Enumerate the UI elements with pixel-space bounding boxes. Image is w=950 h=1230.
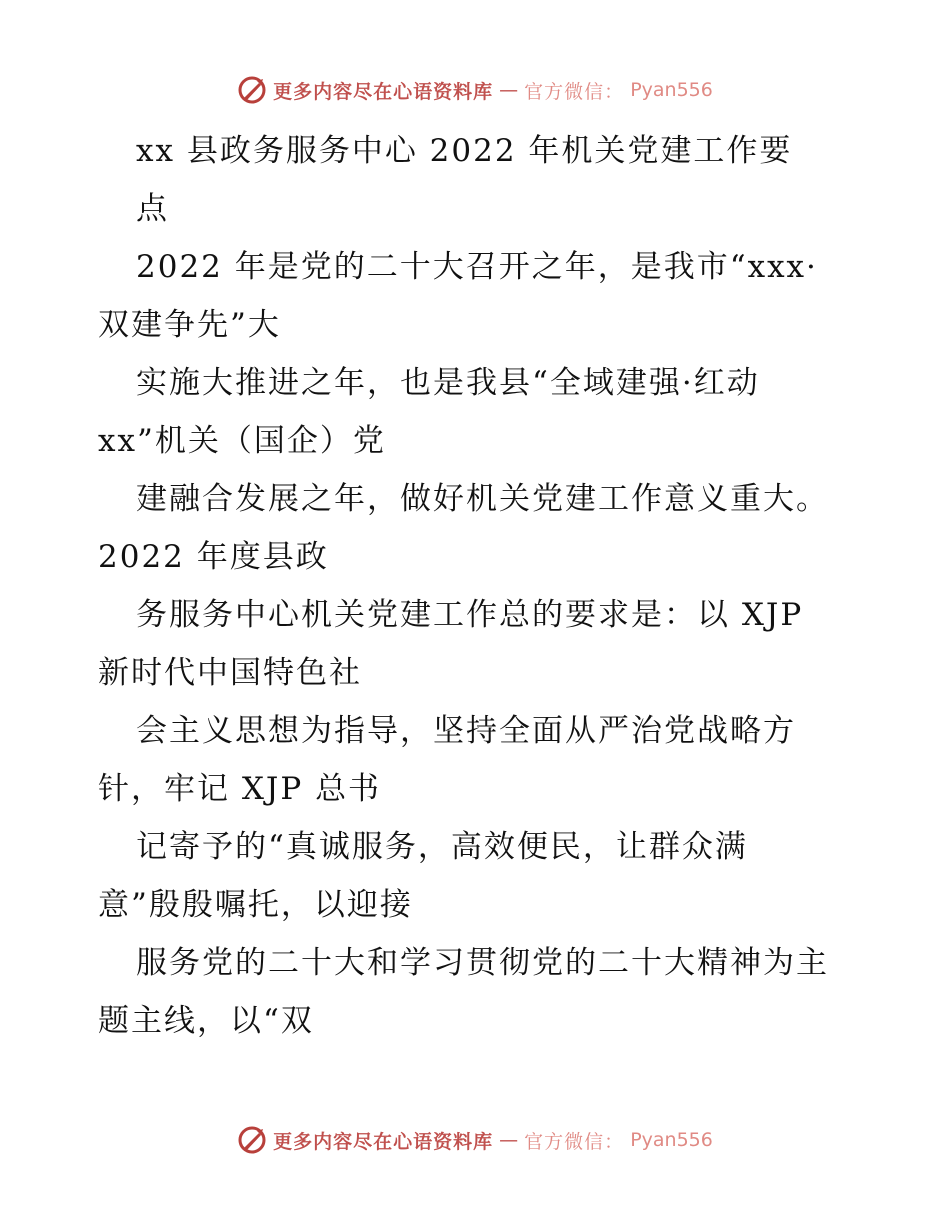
text-line: 务服务中心机关党建工作总的要求是：以 XJP bbox=[136, 597, 804, 633]
footer-banner-content bbox=[237, 1125, 713, 1155]
banner-wechat-label: 官方微信： bbox=[524, 80, 625, 103]
text-line: 针，牢记 XJP 总书 bbox=[98, 771, 382, 807]
text-line: xx”机关（国企）党 bbox=[98, 423, 386, 459]
banner-wechat-id: Pyan556 bbox=[630, 1129, 713, 1151]
document-body bbox=[98, 122, 898, 1050]
text-line: 题主线，以“双 bbox=[98, 1003, 314, 1039]
banner-dash: — bbox=[499, 79, 519, 101]
text-line: 2022 年度县政 bbox=[98, 539, 329, 575]
banner-main-text: 更多内容尽在心语资料库 bbox=[273, 80, 494, 103]
text-line: 2022 年是党的二十大召开之年，是我市“xxx· bbox=[136, 249, 818, 285]
banner-main-text: 更多内容尽在心语资料库 bbox=[273, 1130, 494, 1153]
text-line: 建融合发展之年，做好机关党建工作意义重大。 bbox=[136, 481, 829, 517]
header-banner-content bbox=[237, 75, 713, 105]
text-line: 双建争先”大 bbox=[98, 307, 281, 343]
text-line: 会主义思想为指导，坚持全面从严治党战略方 bbox=[136, 713, 796, 749]
text-line: 实施大推进之年，也是我县“全域建强·红动 bbox=[136, 365, 760, 401]
header-banner bbox=[0, 70, 950, 110]
footer-banner bbox=[0, 1120, 950, 1160]
text-line: 新时代中国特色社 bbox=[98, 655, 362, 691]
text-line: xx 县政务服务中心 2022 年机关党建工作要 bbox=[136, 133, 793, 169]
banner-wechat-label: 官方微信： bbox=[524, 1130, 625, 1153]
quill-logo-icon bbox=[237, 1125, 267, 1155]
text-line: 记寄予的“真诚服务，高效便民，让群众满 bbox=[136, 829, 748, 865]
banner-wechat-id: Pyan556 bbox=[630, 79, 713, 101]
text-line: 点 bbox=[136, 191, 169, 227]
quill-logo-icon bbox=[237, 75, 267, 105]
banner-dash: — bbox=[499, 1129, 519, 1151]
text-line: 意”殷殷嘱托，以迎接 bbox=[98, 887, 413, 923]
text-line: 服务党的二十大和学习贯彻党的二十大精神为主 bbox=[136, 945, 829, 981]
